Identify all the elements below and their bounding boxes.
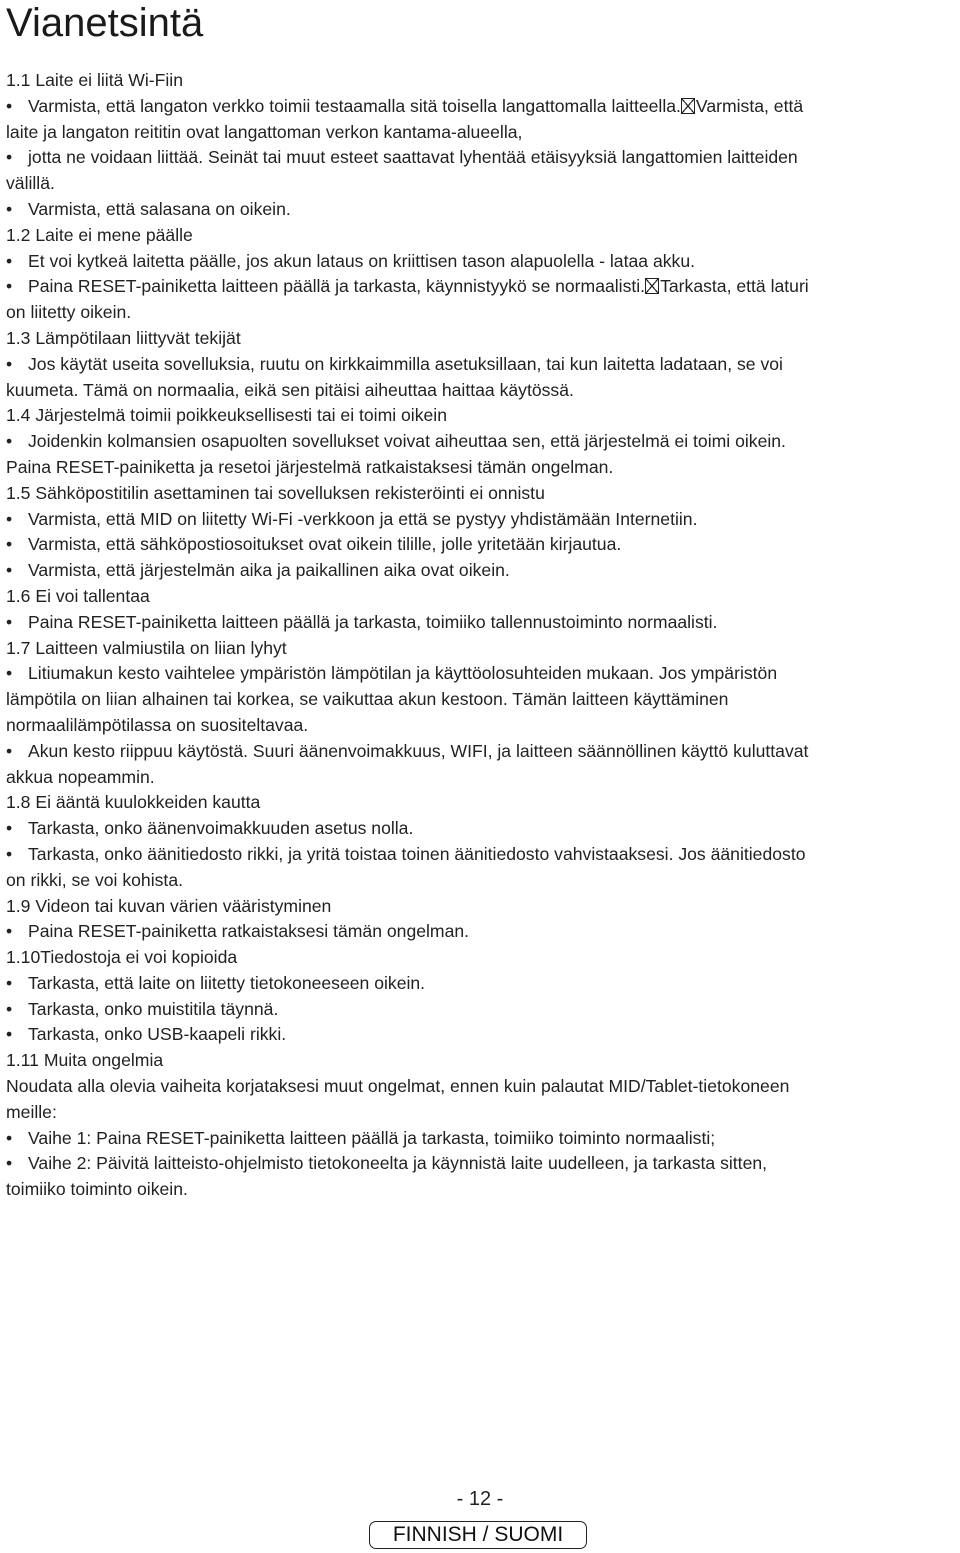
section-heading: 1.3 Lämpötilaan liittyvät tekijät bbox=[6, 327, 241, 348]
list-item bbox=[6, 352, 954, 378]
item-text: Varmista, että järjestelmän aika ja paikallinen aika ovat oikein. bbox=[28, 560, 510, 581]
item-text: Tarkasta, että laite on liitetty tietokoneeseen oikein. bbox=[28, 972, 426, 993]
list-item bbox=[6, 429, 954, 455]
bullet: • bbox=[6, 843, 13, 864]
list-item bbox=[6, 971, 954, 997]
bullet: • bbox=[6, 508, 13, 529]
page-title: Vianetsintä bbox=[6, 1, 204, 45]
paragraph-line: toimiiko toiminto oikein. bbox=[6, 1179, 188, 1200]
page-number: - 12 - bbox=[456, 1488, 504, 1510]
list-item bbox=[6, 739, 954, 765]
list-item bbox=[6, 197, 954, 223]
bullet: • bbox=[6, 611, 13, 632]
list-item bbox=[6, 249, 954, 275]
bullet: • bbox=[6, 1153, 13, 1174]
paragraph-line: on liitetty oikein. bbox=[6, 302, 132, 323]
bullet: • bbox=[6, 353, 13, 374]
bullet: • bbox=[6, 198, 13, 219]
item-text: jotta ne voidaan liittää. Seinät tai muut esteet saattavat lyhentää etäisyyksiä langattomien laitteiden bbox=[28, 147, 798, 168]
bullet: • bbox=[6, 663, 13, 684]
item-text: Joidenkin kolmansien osapuolten sovellukset voivat aiheuttaa sen, että järjestelmä ei toimi oikein. bbox=[28, 431, 786, 452]
paragraph-line: on rikki, se voi kohista. bbox=[6, 869, 183, 890]
troubleshooting-content bbox=[6, 68, 954, 1203]
list-item bbox=[6, 145, 954, 171]
section-heading: 1.6 Ei voi tallentaa bbox=[6, 585, 150, 606]
item-text: Paina RESET-painiketta laitteen päällä ja tarkasta, käynnistyykö se normaalisti. bbox=[28, 276, 646, 297]
section-heading: 1.11 Muita ongelmia bbox=[6, 1050, 164, 1071]
item-text: Jos käytät useita sovelluksia, ruutu on kirkkaimmilla asetuksillaan, tai kun laitetta ladataan, se voi bbox=[28, 353, 783, 374]
bullet: • bbox=[6, 1127, 13, 1148]
list-item bbox=[6, 816, 954, 842]
list-item bbox=[6, 94, 954, 120]
paragraph-line: kuumeta. Tämä on normaalia, eikä sen pitäisi aiheuttaa haittaa käytössä. bbox=[6, 379, 574, 400]
list-item bbox=[6, 532, 954, 558]
bullet: • bbox=[6, 921, 13, 942]
section-heading: 1.9 Videon tai kuvan värien vääristyminen bbox=[6, 895, 332, 916]
bullet: • bbox=[6, 740, 13, 761]
paragraph-line: Noudata alla olevia vaiheita korjataksesi muut ongelmat, ennen kuin palautat MID/Tablet-tietokoneen bbox=[6, 1076, 790, 1097]
missing-glyph-icon bbox=[645, 278, 659, 294]
item-text: Varmista, että sähköpostiosoitukset ovat oikein tilille, jolle yritetään kirjautua. bbox=[28, 534, 622, 555]
item-text: Tarkasta, onko äänitiedosto rikki, ja yritä toistaa toinen äänitiedosto vahvistaaksesi. Jos äänitiedosto bbox=[28, 843, 806, 864]
item-text: Tarkasta, onko muistitila täynnä. bbox=[28, 998, 279, 1019]
paragraph-line: laite ja langaton reititin ovat langattoman verkon kantama-alueella, bbox=[6, 121, 523, 142]
paragraph-line: normaalilämpötilassa on suositeltavaa. bbox=[6, 714, 309, 735]
list-item bbox=[6, 919, 954, 945]
bullet: • bbox=[6, 560, 13, 581]
bullet: • bbox=[6, 1024, 13, 1045]
bullet: • bbox=[6, 147, 13, 168]
item-text: Litiumakun kesto vaihtelee ympäristön lämpötilan ja käyttöolosuhteiden mukaan. Jos ympäristön bbox=[28, 663, 778, 684]
item-text: Varmista, että MID on liitetty Wi-Fi -verkkoon ja että se pystyy yhdistämään Internetiin. bbox=[28, 508, 698, 529]
list-item bbox=[6, 1126, 954, 1152]
item-text: Vaihe 1: Paina RESET-painiketta laitteen päällä ja tarkasta, toimiiko toiminto normaalisti; bbox=[28, 1127, 716, 1148]
section-heading: 1.1 Laite ei liitä Wi-Fiin bbox=[6, 70, 183, 90]
language-footer-badge: FINNISH / SUOMI bbox=[369, 1521, 587, 1549]
bullet: • bbox=[6, 998, 13, 1019]
list-item bbox=[6, 274, 954, 300]
item-text: Varmista, että langaton verkko toimii testaamalla sitä toisella langattomalla laitteella. bbox=[28, 95, 681, 116]
list-item bbox=[6, 997, 954, 1023]
list-item bbox=[6, 610, 954, 636]
item-text: Tarkasta, onko USB-kaapeli rikki. bbox=[28, 1024, 287, 1045]
paragraph-line: meille: bbox=[6, 1101, 57, 1122]
item-text: Vaihe 2: Päivitä laitteisto-ohjelmisto tietokoneelta ja käynnistä laite uudelleen, ja tarkasta sitten, bbox=[28, 1153, 768, 1174]
list-item bbox=[6, 1151, 954, 1177]
item-text: Et voi kytkeä laitetta päälle, jos akun lataus on kriittisen tason alapuolella - lataa akku. bbox=[28, 250, 695, 271]
item-text: Paina RESET-painiketta laitteen päällä ja tarkasta, toimiiko tallennustoiminto normaalisti. bbox=[28, 611, 718, 632]
list-item bbox=[6, 661, 954, 687]
item-text: Paina RESET-painiketta ratkaistaksesi tämän ongelman. bbox=[28, 921, 470, 942]
item-text: Akun kesto riippuu käytöstä. Suuri äänenvoimakkuus, WIFI, ja laitteen säännöllinen käyttö kuluttavat bbox=[28, 740, 809, 761]
list-item bbox=[6, 558, 954, 584]
paragraph-line: välillä. bbox=[6, 173, 55, 194]
section-heading: 1.4 Järjestelmä toimii poikkeuksellisesti tai ei toimi oikein bbox=[6, 405, 447, 426]
missing-glyph-icon bbox=[681, 98, 695, 114]
list-item bbox=[6, 507, 954, 533]
section-heading: 1.2 Laite ei mene päälle bbox=[6, 224, 193, 245]
section-heading: 1.7 Laitteen valmiustila on liian lyhyt bbox=[6, 637, 287, 658]
bullet: • bbox=[6, 431, 13, 452]
bullet: • bbox=[6, 95, 13, 116]
bullet: • bbox=[6, 534, 13, 555]
bullet: • bbox=[6, 972, 13, 993]
bullet: • bbox=[6, 818, 13, 839]
section-heading: 1.8 Ei ääntä kuulokkeiden kautta bbox=[6, 792, 261, 813]
bullet: • bbox=[6, 276, 13, 297]
item-text: Varmista, että salasana on oikein. bbox=[28, 198, 291, 219]
item-text: Tarkasta, onko äänenvoimakkuuden asetus nolla. bbox=[28, 818, 414, 839]
section-heading: 1.5 Sähköpostitilin asettaminen tai sovelluksen rekisteröinti ei onnistu bbox=[6, 482, 545, 503]
item-text-continued: Varmista, että bbox=[695, 95, 804, 116]
bullet: • bbox=[6, 250, 13, 271]
paragraph-line: akkua nopeammin. bbox=[6, 766, 155, 787]
paragraph-line: Paina RESET-painiketta ja resetoi järjestelmä ratkaistaksesi tämän ongelman. bbox=[6, 456, 614, 477]
section-heading: 1.10Tiedostoja ei voi kopioida bbox=[6, 947, 238, 968]
list-item bbox=[6, 1022, 954, 1048]
item-text-continued: Tarkasta, että laturi bbox=[660, 276, 809, 297]
list-item bbox=[6, 842, 954, 868]
paragraph-line: lämpötila on liian alhainen tai korkea, se vaikuttaa akun kestoon. Tämän laitteen käyttäminen bbox=[6, 689, 729, 710]
